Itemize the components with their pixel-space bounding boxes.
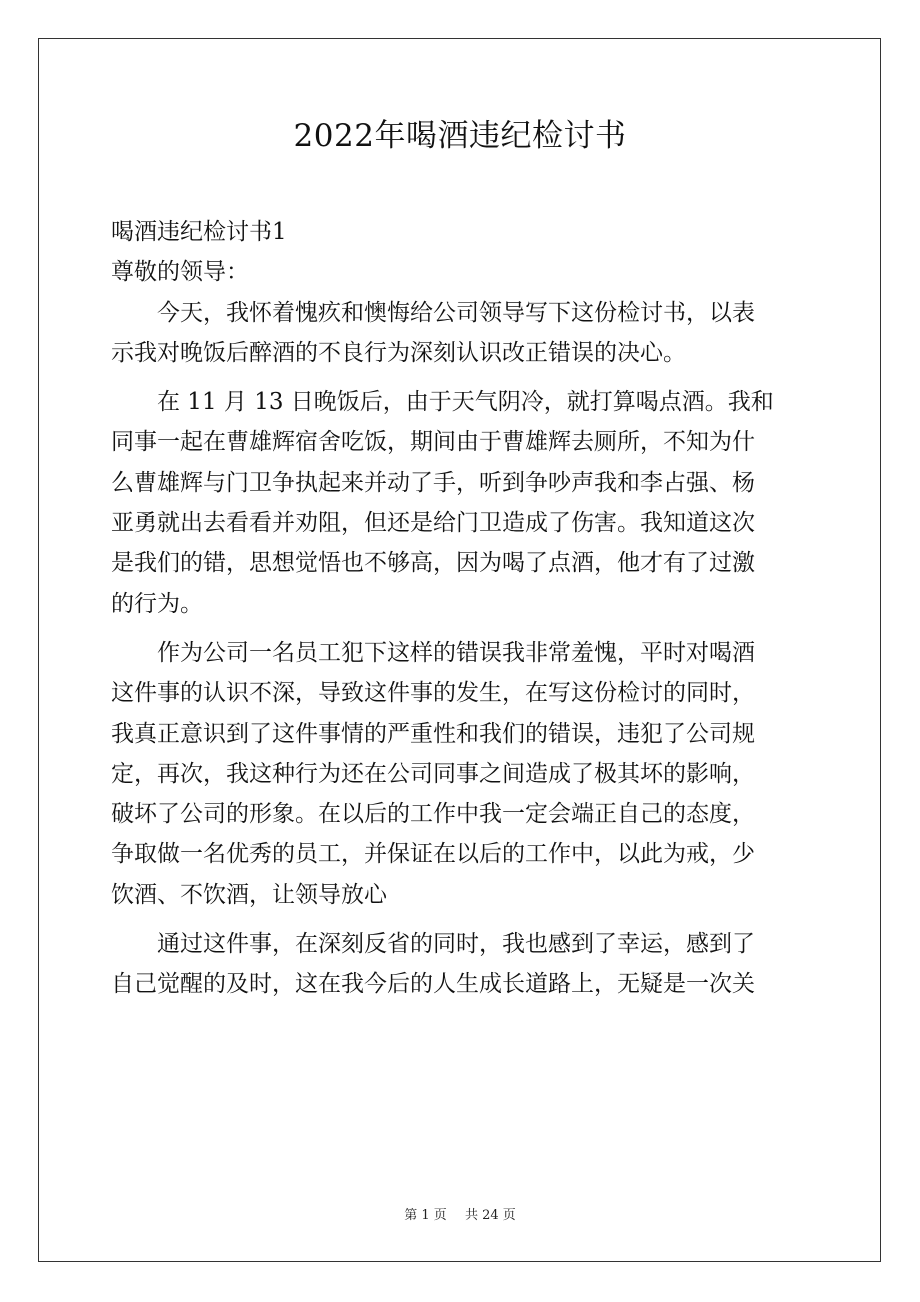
page-footer <box>0 1207 920 1225</box>
page-total: 共 24 页 <box>464 1208 516 1223</box>
paragraph-line: 么曹雄辉与门卫争执起来并动了手，听到争吵声我和李占强、杨 <box>111 469 755 496</box>
salutation: 尊敬的领导： <box>111 259 249 286</box>
paragraph-line: 在 11 月 13 日晚饭后，由于天气阴冷，就打算喝点酒。我和 <box>157 389 774 416</box>
paragraph-line: 同事一起在曹雄辉宿舍吃饭，期间由于曹雄辉去厕所，不知为什 <box>111 429 755 456</box>
paragraph-line: 定，再次，我这种行为还在公司同事之间造成了极其坏的影响， <box>111 760 755 787</box>
paragraph-line: 今天，我怀着愧疚和懊悔给公司领导写下这份检讨书，以表 <box>157 299 755 326</box>
paragraph-line: 是我们的错，思想觉悟也不够高，因为喝了点酒，他才有了过激 <box>111 550 755 577</box>
section-heading: 喝酒违纪检讨书1 <box>111 219 287 245</box>
paragraph-line: 亚勇就出去看看并劝阻，但还是给门卫造成了伤害。我知道这次 <box>111 510 755 537</box>
paragraph-line: 的行为。 <box>111 590 203 617</box>
paragraph-4 <box>111 924 811 1005</box>
paragraph-2 <box>111 382 811 624</box>
paragraph-line: 争取做一名优秀的员工，并保证在以后的工作中，以此为戒，少 <box>111 841 755 868</box>
paragraph-line: 破坏了公司的形象。在以后的工作中我一定会端正自己的态度， <box>111 801 755 828</box>
paragraph-line: 通过这件事，在深刻反省的同时，我也感到了幸运，感到了 <box>157 931 755 958</box>
document-body <box>111 212 811 1005</box>
paragraph-line: 这件事的认识不深，导致这件事的发生，在写这份检讨的同时， <box>111 680 755 707</box>
document-title: 2022年喝酒违纪检讨书 <box>293 118 627 154</box>
paragraph-line: 自己觉醒的及时，这在我今后的人生成长道路上，无疑是一次关 <box>111 971 755 998</box>
paragraph-3 <box>111 633 811 915</box>
paragraph-line: 示我对晚饭后醉酒的不良行为深刻认识改正错误的决心。 <box>111 339 686 366</box>
paragraph-line: 我真正意识到了这件事情的严重性和我们的错误，违犯了公司规 <box>111 720 755 747</box>
paragraph-1 <box>111 293 811 374</box>
paragraph-line: 作为公司一名员工犯下这样的错误我非常羞愧，平时对喝酒 <box>157 639 755 666</box>
paragraph-line: 饮酒、不饮酒，让领导放心 <box>111 881 387 908</box>
page-number: 第 1 页 <box>404 1208 447 1223</box>
